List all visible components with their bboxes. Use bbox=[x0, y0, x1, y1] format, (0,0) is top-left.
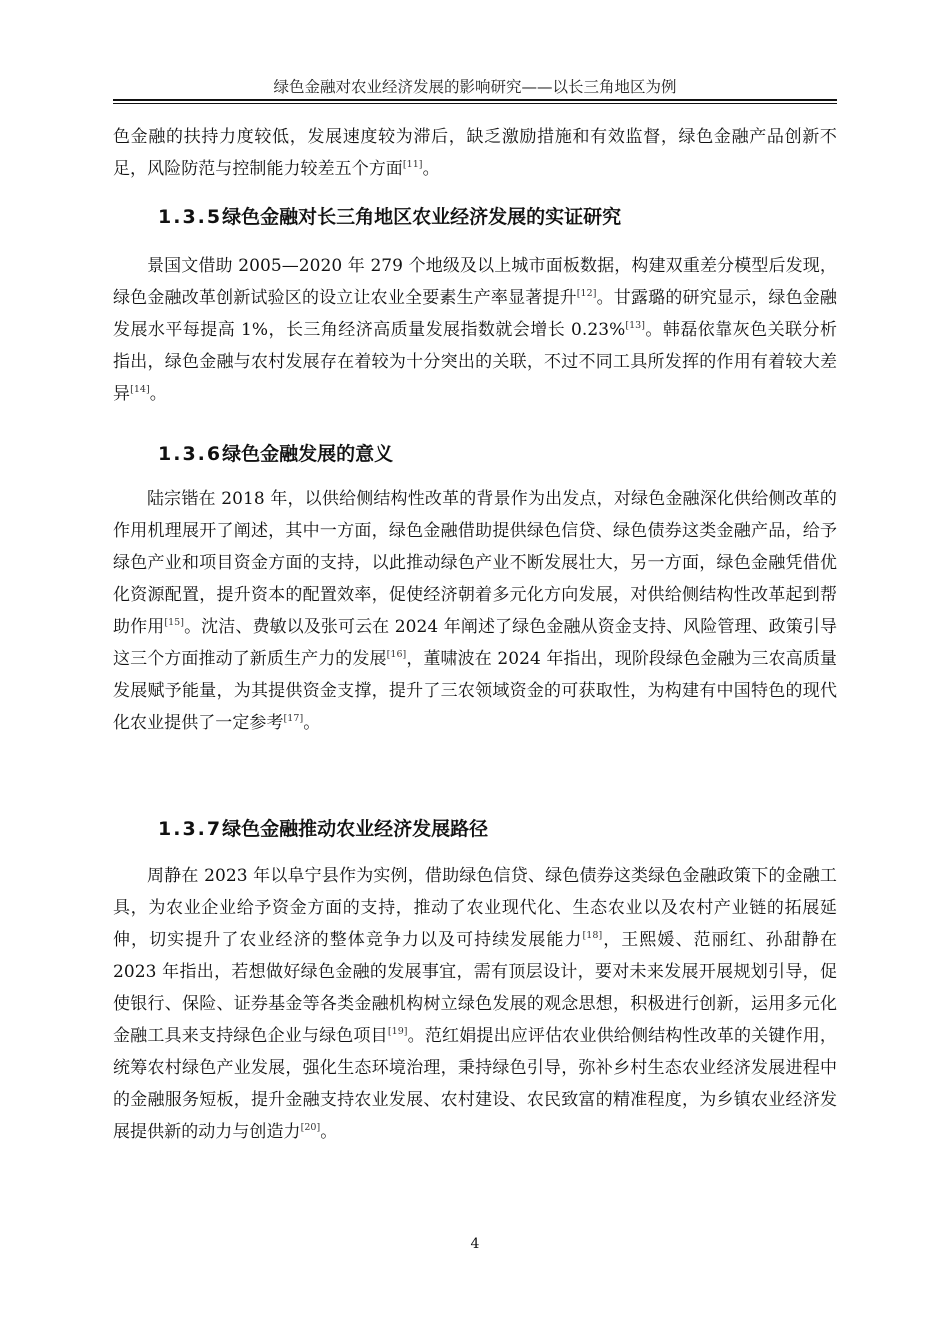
paragraph-text: ，王熙媛、范丽红、孙甜静在 2023 年指出，若想做好绿色金融的发展事宜，需有顶层设计，要对未来发展开展规划引导，促使银行、保险、证券基金等各类金融机构树立绿色发展的观念思想，积极进行创新，运用多元化金融工具来支持绿色企业与绿色项目 bbox=[113, 930, 837, 1046]
paragraph bbox=[113, 483, 837, 739]
citation-ref: [16] bbox=[386, 649, 407, 660]
citation-ref: [11] bbox=[402, 159, 423, 170]
section-title: 绿色金融推动农业经济发展路径 bbox=[222, 818, 489, 840]
paragraph-text: 陆宗锴在 2018 年，以供给侧结构性改革的背景作为出发点，对绿色金融深化供给侧改革的作用机理展开了阐述，其中一方面，绿色金融借助提供绿色信贷、绿色债券这类金融产品，给予绿色产业和项目资金方面的支持，以此推动绿色产业不断发展壮大，另一方面，绿色金融凭借优化资源配置，提升资本的配置效率，促使经济朝着多元化方向发展，对供给侧结构性改革起到帮助作用 bbox=[113, 489, 837, 637]
paragraph-text: ，董啸波在 2024 年指出，现阶段绿色金融为三农高质量发展赋予能量，为其提供资金支撑，提升了三农领域资金的可获取性，为构建有中国特色的现代化农业提供了一定参考 bbox=[113, 649, 837, 733]
section-number: 1.3.5 bbox=[158, 206, 223, 228]
paragraph-text: 。 bbox=[422, 159, 440, 179]
citation-ref: [19] bbox=[387, 1026, 408, 1037]
paragraph-text: 。 bbox=[320, 1122, 338, 1142]
paragraph-text: 。 bbox=[303, 713, 321, 733]
paragraph-text: 。 bbox=[149, 384, 167, 404]
citation-ref: [18] bbox=[582, 930, 603, 941]
section-title: 绿色金融对长三角地区农业经济发展的实证研究 bbox=[222, 206, 622, 228]
paragraph-continued bbox=[113, 121, 837, 185]
section-number: 1.3.6 bbox=[158, 443, 223, 465]
paragraph bbox=[113, 250, 837, 410]
citation-ref: [13] bbox=[625, 320, 646, 331]
header-rule-thick bbox=[113, 99, 837, 101]
section-heading-1-3-6 bbox=[158, 440, 393, 468]
running-header: 绿色金融对农业经济发展的影响研究——以长三角地区为例 bbox=[273, 78, 677, 96]
paragraph-text: 景国文借助 2005—2020 年 279 个地级及以上城市面板数据，构建双重差分模型后发现，绿色金融改革创新试验区的设立让农业全要素生产率显著提升 bbox=[113, 256, 837, 308]
page-number: 4 bbox=[470, 1236, 480, 1252]
section-title: 绿色金融发展的意义 bbox=[222, 443, 394, 465]
section-number: 1.3.7 bbox=[158, 818, 223, 840]
paragraph-text: 。韩磊依靠灰色关联分析指出，绿色金融与农村发展存在着较为十分突出的关联，不过不同工具所发挥的作用有着较大差异 bbox=[113, 320, 837, 404]
citation-ref: [17] bbox=[283, 713, 304, 724]
section-heading-1-3-5 bbox=[158, 203, 621, 231]
citation-ref: [14] bbox=[130, 384, 150, 395]
paragraph-text: 。范红娟提出应评估农业供给侧结构性改革的关键作用，统筹农村绿色产业发展，强化生态环境治理，秉持绿色引导，弥补乡村生态农业经济发展进程中的金融服务短板，提升金融支持农业发展、农村建设、农民致富的精准程度，为乡镇农业经济发展提供新的动力与创造力 bbox=[113, 1026, 837, 1142]
section-heading-1-3-7 bbox=[158, 815, 488, 843]
citation-ref: [20] bbox=[300, 1122, 321, 1133]
paragraph-text: 色金融的扶持力度较低，发展速度较为滞后，缺乏激励措施和有效监督，绿色金融产品创新不足，风险防范与控制能力较差五个方面 bbox=[113, 127, 837, 179]
paragraph-text: 周静在 2023 年以阜宁县作为实例，借助绿色信贷、绿色债券这类绿色金融政策下的金融工具，为农业企业给予资金方面的支持，推动了农业现代化、生态农业以及农村产业链的拓展延伸，切实提升了农业经济的整体竞争力以及可持续发展能力 bbox=[113, 866, 837, 950]
paragraph-text: 。沈洁、费敏以及张可云在 2024 年阐述了绿色金融从资金支持、风险管理、政策引导这三个方面推动了新质生产力的发展 bbox=[113, 617, 837, 669]
citation-ref: [12] bbox=[576, 288, 597, 299]
header-rule-thin bbox=[113, 103, 837, 104]
paragraph-text: 。甘露璐的研究显示，绿色金融发展水平每提高 1%，长三角经济高质量发展指数就会增长 0.23% bbox=[113, 288, 837, 340]
citation-ref: [15] bbox=[164, 617, 185, 628]
paragraph bbox=[113, 860, 837, 1148]
